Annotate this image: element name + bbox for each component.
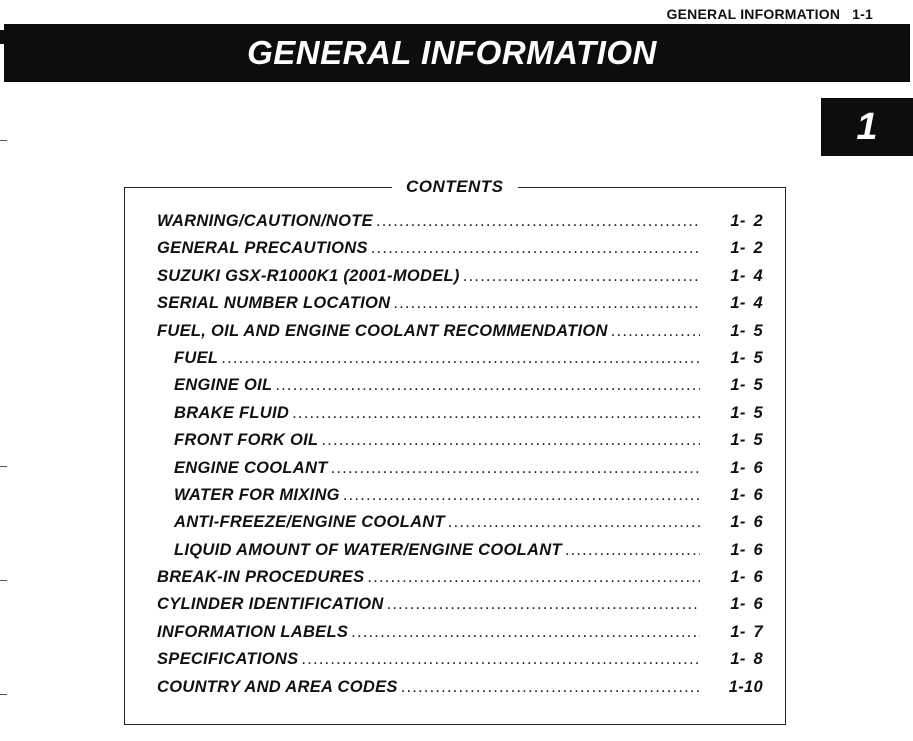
toc-entry[interactable]: [157, 459, 763, 486]
dot-leader: [463, 267, 700, 286]
dot-leader: [393, 294, 700, 313]
toc-entry[interactable]: [157, 513, 763, 540]
edge-tick: [0, 580, 7, 581]
toc-entry-label: WARNING/CAUTION/NOTE: [157, 212, 373, 230]
edge-tick: [0, 694, 7, 695]
dot-leader: [371, 239, 700, 258]
toc-entry[interactable]: [157, 376, 763, 403]
toc-entry-label: SPECIFICATIONS: [157, 650, 299, 669]
toc-entry[interactable]: [157, 541, 763, 568]
toc-entry-page-number: 1- 4: [730, 266, 763, 285]
toc-entry-label: GENERAL PRECAUTIONS: [157, 239, 368, 258]
toc-entry-label: ENGINE COOLANT: [174, 458, 328, 477]
toc-entry-label: LIQUID AMOUNT OF WATER/ENGINE COOLANT: [174, 540, 562, 559]
toc-entry[interactable]: [157, 239, 763, 266]
toc-entry-label: SUZUKI GSX-R1000K1 (2001-MODEL): [157, 266, 460, 285]
toc-entry-page-number: 1- 8: [730, 650, 763, 669]
dot-leader: [565, 541, 700, 560]
dot-leader: [401, 678, 700, 697]
toc-entry[interactable]: [157, 623, 763, 650]
toc-entry-page-number: 1- 6: [730, 595, 763, 614]
toc-entry-page-number: 1- 2: [730, 212, 763, 230]
dot-leader: [376, 212, 700, 231]
dot-leader: [221, 349, 700, 368]
section-tab: 1: [821, 98, 913, 156]
toc-entry-label: FRONT FORK OIL: [174, 431, 319, 450]
toc-entry-label: INFORMATION LABELS: [157, 622, 349, 641]
dot-leader: [275, 376, 700, 395]
dot-leader: [292, 404, 700, 423]
toc-entry-page-number: 1- 5: [730, 348, 763, 367]
dot-leader: [343, 486, 700, 505]
toc-entry-page-number: 1- 2: [730, 239, 763, 258]
toc-entry-page-number: 1- 5: [730, 431, 763, 450]
toc-entry-label: FUEL, OIL AND ENGINE COOLANT RECOMMENDATION: [157, 321, 608, 340]
edge-tick: [0, 140, 7, 141]
running-header-section: GENERAL INFORMATION: [666, 6, 841, 22]
dot-leader: [331, 459, 700, 478]
toc-entry-page-number: 1- 6: [730, 513, 763, 532]
dot-leader: [387, 595, 700, 614]
toc-entry[interactable]: [157, 322, 763, 349]
toc-entry-page-number: 1- 5: [730, 321, 763, 340]
chapter-title: GENERAL INFORMATION: [247, 34, 657, 71]
toc-entry[interactable]: [157, 486, 763, 513]
toc-entry[interactable]: [157, 404, 763, 431]
toc-entry[interactable]: [157, 212, 763, 239]
toc-entry-label: CYLINDER IDENTIFICATION: [157, 595, 384, 614]
toc-entry-label: BREAK-IN PROCEDURES: [157, 568, 365, 587]
toc-entry-page-number: 1- 5: [730, 376, 763, 395]
toc-entry-label: COUNTRY AND AREA CODES: [157, 677, 398, 696]
toc-entry[interactable]: [157, 267, 763, 294]
toc-entry-label: BRAKE FLUID: [174, 403, 290, 422]
toc-entry-page-number: 1- 5: [730, 403, 763, 422]
dot-leader: [351, 623, 700, 642]
dot-leader: [367, 568, 700, 587]
toc-entry[interactable]: [157, 294, 763, 321]
dot-leader: [321, 431, 700, 450]
toc-entry-page-number: 1-10: [728, 677, 763, 696]
toc-entry-page-number: 1- 4: [730, 294, 763, 313]
toc-entry-label: WATER FOR MIXING: [174, 485, 340, 504]
toc-entry-label: ENGINE OIL: [174, 376, 273, 395]
toc-entry[interactable]: [157, 568, 763, 595]
toc-entry-page-number: 1- 6: [730, 458, 763, 477]
dot-leader: [448, 513, 700, 532]
running-header: [667, 6, 873, 22]
edge-tick: [0, 466, 7, 467]
toc-entry[interactable]: [157, 678, 763, 705]
toc-entry-label: ANTI-FREEZE/ENGINE COOLANT: [174, 513, 445, 532]
dot-leader: [611, 322, 700, 341]
dot-leader: [301, 650, 700, 669]
toc-entry-label: FUEL: [174, 348, 219, 367]
toc-entry-page-number: 1- 6: [730, 485, 763, 504]
toc-entry[interactable]: [157, 650, 763, 677]
toc-entry-label: SERIAL NUMBER LOCATION: [157, 294, 391, 313]
toc-entry[interactable]: [157, 595, 763, 622]
running-header-page-number: 1-1: [852, 6, 873, 22]
chapter-title-band: [4, 24, 910, 82]
toc-entry-page-number: 1- 6: [730, 568, 763, 587]
toc-entry-page-number: 1- 7: [730, 622, 763, 641]
table-of-contents: [157, 212, 763, 705]
toc-entry[interactable]: [157, 349, 763, 376]
contents-heading: CONTENTS: [392, 177, 518, 197]
toc-entry[interactable]: [157, 431, 763, 458]
toc-entry-page-number: 1- 6: [730, 540, 763, 559]
